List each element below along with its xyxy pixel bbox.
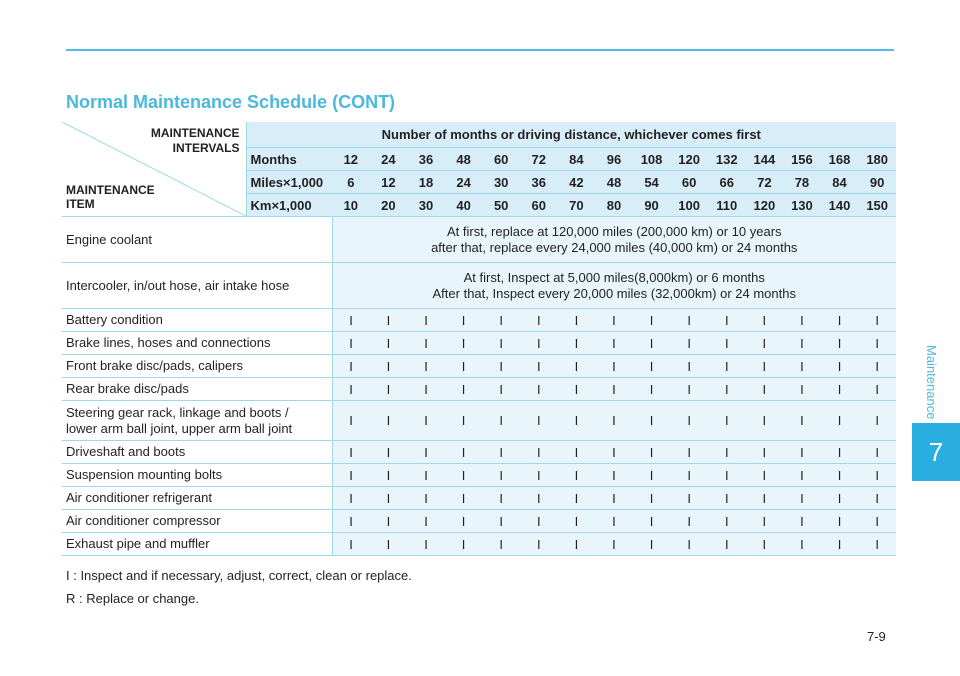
interval-value: 150: [858, 194, 896, 217]
inspect-mark: I: [332, 441, 370, 464]
inspect-mark: I: [708, 355, 746, 378]
inspect-mark: I: [445, 355, 483, 378]
interval-value: 42: [558, 171, 596, 194]
inspect-mark: I: [595, 378, 633, 401]
interval-value: 96: [595, 148, 633, 171]
inspect-mark: I: [783, 332, 821, 355]
item-name: Air conditioner compressor: [62, 510, 332, 533]
inspect-mark: I: [633, 378, 671, 401]
interval-value: 54: [633, 171, 671, 194]
inspect-mark: I: [370, 378, 408, 401]
interval-value: 24: [445, 171, 483, 194]
interval-value: 30: [407, 194, 445, 217]
inspect-mark: I: [482, 510, 520, 533]
inspect-mark: I: [708, 441, 746, 464]
inspect-mark: I: [595, 355, 633, 378]
inspect-mark: I: [858, 441, 896, 464]
inspect-mark: I: [633, 355, 671, 378]
inspect-mark: I: [445, 533, 483, 556]
inspect-mark: I: [520, 533, 558, 556]
inspect-mark: I: [708, 332, 746, 355]
inspect-mark: I: [708, 401, 746, 441]
inspect-mark: I: [858, 401, 896, 441]
inspect-mark: I: [670, 441, 708, 464]
inspect-mark: I: [746, 464, 784, 487]
inspect-mark: I: [746, 332, 784, 355]
item-name: Intercooler, in/out hose, air intake hose: [62, 263, 332, 309]
inspect-mark: I: [407, 441, 445, 464]
inspect-mark: I: [520, 378, 558, 401]
table-row: [62, 533, 896, 556]
inspect-mark: I: [746, 533, 784, 556]
inspect-mark: I: [783, 378, 821, 401]
inspect-mark: I: [332, 533, 370, 556]
inspect-mark: I: [332, 378, 370, 401]
inspect-mark: I: [783, 533, 821, 556]
inspect-mark: I: [595, 309, 633, 332]
inspect-mark: I: [670, 510, 708, 533]
inspect-mark: I: [445, 441, 483, 464]
interval-value: 24: [370, 148, 408, 171]
inspect-mark: I: [595, 332, 633, 355]
inspect-mark: I: [858, 309, 896, 332]
inspect-mark: I: [746, 355, 784, 378]
inspect-mark: I: [558, 464, 596, 487]
interval-value: 36: [520, 171, 558, 194]
interval-value: 90: [858, 171, 896, 194]
inspect-mark: I: [746, 487, 784, 510]
inspect-mark: I: [445, 332, 483, 355]
header-row: [62, 122, 896, 148]
item-name: Front brake disc/pads, calipers: [62, 355, 332, 378]
interval-value: 72: [520, 148, 558, 171]
inspect-mark: I: [482, 309, 520, 332]
inspect-mark: I: [670, 533, 708, 556]
inspect-mark: I: [520, 487, 558, 510]
inspect-mark: I: [670, 401, 708, 441]
page-title: Normal Maintenance Schedule (CONT): [66, 92, 396, 112]
interval-value: 50: [482, 194, 520, 217]
item-name: Driveshaft and boots: [62, 441, 332, 464]
item-name: Suspension mounting bolts: [62, 464, 332, 487]
inspect-mark: I: [445, 401, 483, 441]
inspect-mark: I: [746, 378, 784, 401]
inspect-mark: I: [482, 332, 520, 355]
header-corner: [62, 122, 246, 217]
inspect-mark: I: [370, 441, 408, 464]
inspect-mark: I: [445, 464, 483, 487]
interval-value: 10: [332, 194, 370, 217]
corner-item-label: MAINTENANCE ITEM: [66, 183, 155, 211]
interval-value: 70: [558, 194, 596, 217]
interval-header: Number of months or driving distance, whichever comes first: [246, 122, 896, 148]
inspect-mark: I: [332, 309, 370, 332]
inspect-mark: I: [783, 441, 821, 464]
inspect-mark: I: [670, 464, 708, 487]
table-row: [62, 309, 896, 332]
corner-intervals-label: MAINTENANCE INTERVALS: [150, 126, 240, 155]
inspect-mark: I: [821, 533, 859, 556]
interval-value: 144: [746, 148, 784, 171]
inspect-mark: I: [332, 510, 370, 533]
inspect-mark: I: [633, 487, 671, 510]
interval-row-label: Km×1,000: [246, 194, 332, 217]
inspect-mark: I: [445, 378, 483, 401]
inspect-mark: I: [370, 510, 408, 533]
inspect-mark: I: [370, 401, 408, 441]
inspect-mark: I: [821, 378, 859, 401]
interval-value: 72: [746, 171, 784, 194]
interval-value: 18: [407, 171, 445, 194]
inspect-mark: I: [482, 487, 520, 510]
inspect-mark: I: [595, 510, 633, 533]
item-name: Steering gear rack, linkage and boots / lower arm ball joint, upper arm ball joint: [62, 401, 332, 441]
inspect-mark: I: [332, 401, 370, 441]
inspect-mark: I: [708, 378, 746, 401]
inspect-mark: I: [482, 378, 520, 401]
inspect-mark: I: [821, 332, 859, 355]
interval-value: 180: [858, 148, 896, 171]
inspect-mark: I: [858, 332, 896, 355]
inspect-mark: I: [407, 533, 445, 556]
interval-value: 108: [633, 148, 671, 171]
inspect-mark: I: [783, 487, 821, 510]
inspect-mark: I: [746, 401, 784, 441]
interval-row-label: Miles×1,000: [246, 171, 332, 194]
inspect-mark: I: [633, 401, 671, 441]
interval-value: 6: [332, 171, 370, 194]
interval-value: 78: [783, 171, 821, 194]
top-rule: [66, 49, 894, 51]
inspect-mark: I: [858, 510, 896, 533]
inspect-mark: I: [595, 441, 633, 464]
table-row: [62, 487, 896, 510]
inspect-mark: I: [558, 309, 596, 332]
interval-value: 48: [595, 171, 633, 194]
section-side-label: Maintenance: [924, 344, 939, 420]
inspect-mark: I: [407, 332, 445, 355]
inspect-mark: I: [370, 464, 408, 487]
interval-value: 12: [332, 148, 370, 171]
interval-value: 60: [670, 171, 708, 194]
page-number: 7-9: [867, 629, 886, 644]
inspect-mark: I: [558, 355, 596, 378]
inspect-mark: I: [633, 533, 671, 556]
inspect-mark: I: [858, 378, 896, 401]
inspect-mark: I: [407, 510, 445, 533]
inspect-mark: I: [445, 487, 483, 510]
inspect-mark: I: [520, 309, 558, 332]
inspect-mark: I: [708, 510, 746, 533]
inspect-mark: I: [558, 401, 596, 441]
inspect-mark: I: [821, 355, 859, 378]
inspect-mark: I: [670, 309, 708, 332]
table-row: [62, 401, 896, 441]
inspect-mark: I: [558, 487, 596, 510]
interval-value: 156: [783, 148, 821, 171]
inspect-mark: I: [633, 332, 671, 355]
interval-value: 36: [407, 148, 445, 171]
inspect-mark: I: [558, 378, 596, 401]
inspect-mark: I: [633, 441, 671, 464]
inspect-mark: I: [370, 332, 408, 355]
inspect-mark: I: [708, 487, 746, 510]
inspect-mark: I: [558, 533, 596, 556]
interval-value: 80: [595, 194, 633, 217]
legend-line: R : Replace or change.: [66, 591, 199, 606]
inspect-mark: I: [746, 309, 784, 332]
legend-line: I : Inspect and if necessary, adjust, correct, clean or replace.: [66, 568, 412, 583]
inspect-mark: I: [482, 401, 520, 441]
table-row: [62, 263, 896, 309]
table-row: [62, 441, 896, 464]
inspect-mark: I: [520, 464, 558, 487]
inspect-mark: I: [633, 510, 671, 533]
inspect-mark: I: [407, 401, 445, 441]
inspect-mark: I: [708, 309, 746, 332]
inspect-mark: I: [445, 309, 483, 332]
interval-value: 30: [482, 171, 520, 194]
inspect-mark: I: [783, 401, 821, 441]
inspect-mark: I: [407, 487, 445, 510]
inspect-mark: I: [370, 355, 408, 378]
inspect-mark: I: [332, 487, 370, 510]
inspect-mark: I: [858, 533, 896, 556]
inspect-mark: I: [520, 441, 558, 464]
table-row: [62, 378, 896, 401]
inspect-mark: I: [482, 441, 520, 464]
interval-value: 84: [558, 148, 596, 171]
interval-value: 132: [708, 148, 746, 171]
inspect-mark: I: [670, 378, 708, 401]
inspect-mark: I: [821, 441, 859, 464]
inspect-mark: I: [708, 533, 746, 556]
item-name: Engine coolant: [62, 217, 332, 263]
inspect-mark: I: [370, 533, 408, 556]
item-name: Rear brake disc/pads: [62, 378, 332, 401]
inspect-mark: I: [821, 464, 859, 487]
inspect-mark: I: [746, 441, 784, 464]
interval-value: 60: [482, 148, 520, 171]
inspect-mark: I: [670, 355, 708, 378]
inspect-mark: I: [558, 441, 596, 464]
item-name: Battery condition: [62, 309, 332, 332]
interval-value: 60: [520, 194, 558, 217]
inspect-mark: I: [670, 332, 708, 355]
inspect-mark: I: [821, 487, 859, 510]
inspect-mark: I: [821, 510, 859, 533]
interval-value: 130: [783, 194, 821, 217]
maintenance-schedule-table: [62, 122, 896, 556]
item-name: Air conditioner refrigerant: [62, 487, 332, 510]
inspect-mark: I: [858, 487, 896, 510]
inspect-mark: I: [746, 510, 784, 533]
inspect-mark: I: [558, 332, 596, 355]
table-row: [62, 332, 896, 355]
inspect-mark: I: [482, 355, 520, 378]
interval-value: 12: [370, 171, 408, 194]
inspect-mark: I: [370, 309, 408, 332]
inspect-mark: I: [858, 464, 896, 487]
inspect-mark: I: [332, 464, 370, 487]
inspect-mark: I: [783, 464, 821, 487]
table-row: [62, 217, 896, 263]
inspect-mark: I: [520, 355, 558, 378]
inspect-mark: I: [783, 510, 821, 533]
inspect-mark: I: [595, 487, 633, 510]
table-row: [62, 464, 896, 487]
inspect-mark: I: [595, 464, 633, 487]
interval-value: 40: [445, 194, 483, 217]
inspect-mark: I: [370, 487, 408, 510]
inspect-mark: I: [708, 464, 746, 487]
inspect-mark: I: [821, 401, 859, 441]
interval-value: 168: [821, 148, 859, 171]
item-name: Exhaust pipe and muffler: [62, 533, 332, 556]
interval-row-label: Months: [246, 148, 332, 171]
interval-value: 110: [708, 194, 746, 217]
item-note: At first, replace at 120,000 miles (200,000 km) or 10 years after that, replace every 24,000 miles (40,000 km) or 24 months: [332, 217, 896, 263]
inspect-mark: I: [821, 309, 859, 332]
item-note: At first, Inspect at 5,000 miles(8,000km) or 6 months After that, Inspect every 20,000 miles (32,000km) or 24 months: [332, 263, 896, 309]
inspect-mark: I: [783, 309, 821, 332]
inspect-mark: I: [520, 401, 558, 441]
interval-value: 120: [746, 194, 784, 217]
inspect-mark: I: [520, 510, 558, 533]
inspect-mark: I: [332, 355, 370, 378]
inspect-mark: I: [595, 401, 633, 441]
inspect-mark: I: [670, 487, 708, 510]
interval-value: 120: [670, 148, 708, 171]
interval-value: 90: [633, 194, 671, 217]
interval-value: 20: [370, 194, 408, 217]
chapter-tab: [912, 423, 960, 481]
inspect-mark: I: [520, 332, 558, 355]
interval-value: 84: [821, 171, 859, 194]
inspect-mark: I: [407, 309, 445, 332]
table-row: [62, 510, 896, 533]
chapter-number: 7: [928, 436, 944, 467]
inspect-mark: I: [558, 510, 596, 533]
inspect-mark: I: [332, 332, 370, 355]
interval-value: 140: [821, 194, 859, 217]
inspect-mark: I: [595, 533, 633, 556]
inspect-mark: I: [407, 355, 445, 378]
table-row: [62, 355, 896, 378]
interval-value: 100: [670, 194, 708, 217]
inspect-mark: I: [633, 464, 671, 487]
inspect-mark: I: [407, 464, 445, 487]
inspect-mark: I: [482, 533, 520, 556]
inspect-mark: I: [445, 510, 483, 533]
inspect-mark: I: [783, 355, 821, 378]
interval-value: 48: [445, 148, 483, 171]
interval-value: 66: [708, 171, 746, 194]
inspect-mark: I: [858, 355, 896, 378]
item-name: Brake lines, hoses and connections: [62, 332, 332, 355]
inspect-mark: I: [633, 309, 671, 332]
inspect-mark: I: [482, 464, 520, 487]
inspect-mark: I: [407, 378, 445, 401]
